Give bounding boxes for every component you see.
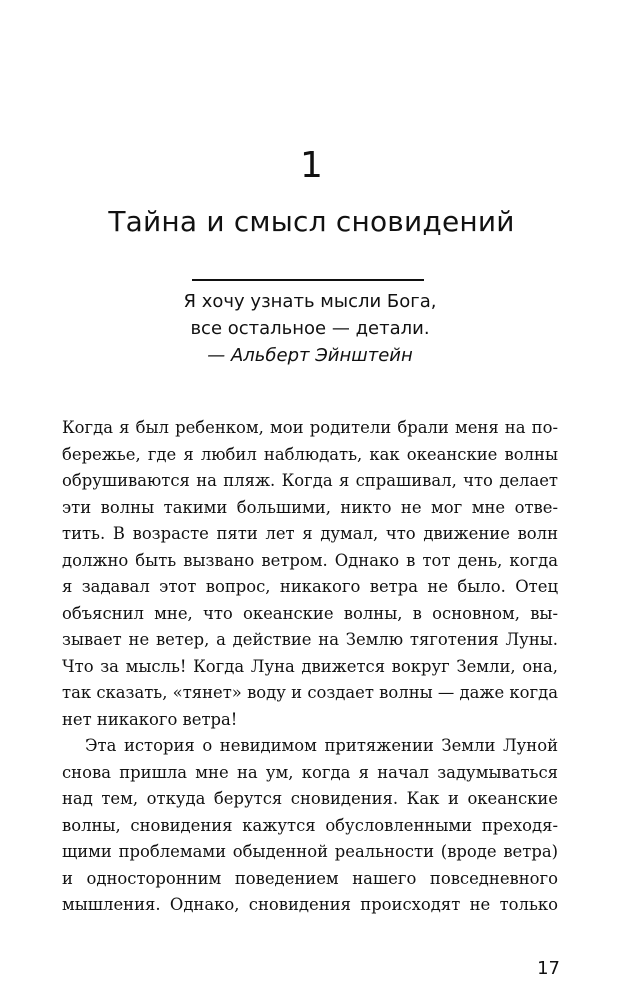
chapter-title: Тайна и смысл сновидений — [108, 205, 515, 238]
text-line: Когда я был ребенком, мои родители брали меня на по- — [62, 418, 558, 437]
text-line: щими проблемами обыденной реальности (вроде ветра) — [62, 842, 558, 861]
text-line: бережье, где я любил наблюдать, как океанские волны — [62, 444, 558, 464]
epigraph-divider — [192, 279, 424, 281]
text-line: обрушиваются на пляж. Когда я спрашивал, что делает — [62, 471, 558, 490]
epigraph — [160, 288, 460, 369]
text-line: и односторонним поведением нашего повседневного — [62, 868, 558, 888]
epigraph-line: все остальное — детали. — [190, 318, 430, 339]
text-line: тить. В возрасте пяти лет я думал, что движение волн — [62, 524, 558, 543]
text-line: над тем, откуда берутся сновидения. Как и океанские — [62, 789, 558, 808]
body-text — [62, 415, 558, 919]
text-line: волны, сновидения кажутся обусловленными преходя- — [62, 815, 558, 835]
paragraph-2 — [62, 733, 558, 919]
text-line: объяснил мне, что океанские волны, в основном, вы- — [62, 603, 558, 623]
text-line: Эта история о невидимом притяжении Земли Луной — [85, 736, 558, 755]
text-line: мышления. Однако, сновидения происходят не только — [62, 895, 558, 914]
chapter-number: 1 — [300, 145, 323, 186]
text-line: Что за мысль! Когда Луна движется вокруг Земли, она, — [62, 656, 558, 676]
text-line: должно быть вызвано ветром. Однако в тот день, когда — [62, 550, 558, 570]
text-line: снова пришла мне на ум, когда я начал задумываться — [62, 762, 558, 782]
text-line: я задавал этот вопрос, никакого ветра не было. Отец — [62, 577, 558, 596]
text-line: нет никакого ветра! — [62, 709, 238, 729]
text-line: так сказать, «тянет» воду и создает волны — даже когда — [62, 683, 558, 702]
text-line: зывает не ветер, а действие на Землю тяготения Луны. — [62, 630, 558, 649]
paragraph-1 — [62, 415, 558, 733]
text-line: эти волны такими большими, никто не мог мне отве- — [62, 497, 558, 517]
epigraph-author: — Альберт Эйнштейн — [207, 345, 413, 366]
epigraph-line: Я хочу узнать мысли Бога, — [183, 291, 437, 312]
page-number: 17 — [537, 958, 560, 979]
